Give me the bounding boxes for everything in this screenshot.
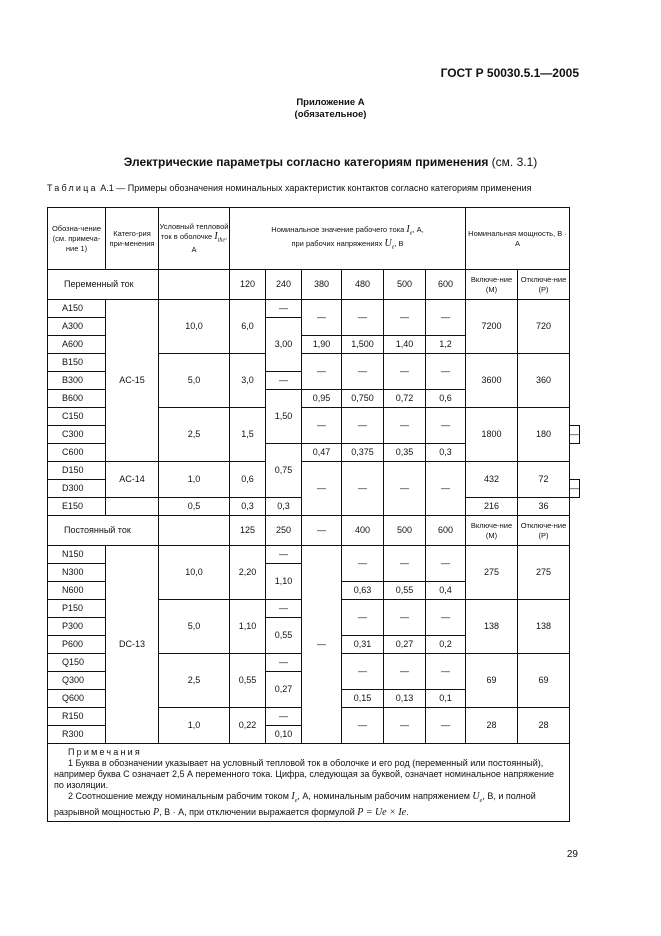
rated-current-symbol: I — [406, 224, 410, 235]
thermal-cell: 2,5 — [159, 408, 230, 462]
note-2-text-a: 2 Соотношение между номинальным рабочим током — [68, 791, 289, 801]
current-250-cell: 0,27 — [266, 672, 302, 708]
current-500-cell: — — [384, 408, 426, 444]
current-120-cell: 6,0 — [230, 300, 266, 354]
make-cell: 275 — [466, 546, 518, 600]
current-600-cell: — — [426, 600, 466, 636]
ac-break-header: Отключе-ние (Р) — [518, 270, 570, 300]
current-600-cell: — — [426, 654, 466, 690]
rated-current-label: Номинальное значение рабочего тока — [271, 225, 405, 234]
designation-cell: E150 — [48, 498, 106, 516]
current-480-cell: 0,375 — [342, 444, 384, 462]
current-240-cell: 0,75 — [266, 444, 302, 498]
dc-voltage-600: 600 — [426, 516, 466, 546]
break-cell: 360 — [518, 354, 570, 408]
designation-cell: N300 — [48, 564, 106, 582]
rated-voltage-subscript: e — [391, 244, 395, 250]
thermal-cell: 10,0 — [159, 546, 230, 600]
current-250-cell: — — [266, 654, 302, 672]
empty-cell — [159, 270, 230, 300]
current-600-cell: 0,6 — [426, 390, 466, 408]
rated-current-unit: , А, — [412, 225, 424, 234]
designation-cell: P300 — [48, 618, 106, 636]
current-480-cell: 0,750 — [342, 390, 384, 408]
current-240-cell: — — [570, 480, 580, 498]
current-500-cell: — — [384, 546, 426, 582]
current-250-cell: 1,10 — [266, 564, 302, 600]
designation-cell: Q150 — [48, 654, 106, 672]
designation-cell: B300 — [48, 372, 106, 390]
current-480-cell: 1,500 — [342, 336, 384, 354]
current-240-cell: 3,00 — [266, 318, 302, 372]
designation-cell: D150 — [48, 462, 106, 480]
current-250-cell: — — [266, 708, 302, 726]
empty-cell — [159, 516, 230, 546]
current-380-cell: — — [302, 462, 342, 516]
dc-label: Постоянный ток — [48, 516, 159, 546]
designation-cell: Q600 — [48, 690, 106, 708]
current-480-cell: — — [342, 408, 384, 444]
note-2-text-d: , В · А, при отключении выражается формулой — [159, 806, 355, 817]
ratings-table — [47, 207, 580, 822]
current-600-cell: 0,2 — [426, 636, 466, 654]
current-500-cell: — — [384, 300, 426, 336]
note-2 — [54, 791, 563, 818]
current-240-cell: 1,50 — [266, 390, 302, 444]
current-250-cell: — — [266, 546, 302, 564]
section-title — [0, 155, 661, 169]
current-380-cell: — — [302, 354, 342, 390]
document-id: ГОСТ Р 50030.5.1—2005 — [440, 66, 579, 80]
thermal-cell: 1,0 — [159, 462, 230, 498]
current-500-cell: — — [384, 354, 426, 390]
current-600-cell: — — [426, 354, 466, 390]
current-600-cell: — — [426, 546, 466, 582]
break-cell: 28 — [518, 708, 570, 744]
break-cell: 36 — [518, 498, 570, 516]
current-380-cell: — — [302, 546, 342, 744]
current-500-cell: — — [384, 654, 426, 690]
designation-cell: A300 — [48, 318, 106, 336]
table-caption-label: Таблица — [47, 183, 98, 193]
designation-cell: D300 — [48, 480, 106, 498]
current-380-cell: 0,47 — [302, 444, 342, 462]
break-cell: 720 — [518, 300, 570, 354]
make-cell: 216 — [466, 498, 518, 516]
make-cell: 3600 — [466, 354, 518, 408]
current-120-cell: 3,0 — [230, 354, 266, 408]
ac-voltage-120: 120 — [230, 270, 266, 300]
designation-cell: C600 — [48, 444, 106, 462]
rated-voltage-label: при рабочих напряжениях — [291, 238, 383, 248]
ac-voltage-380: 380 — [302, 270, 342, 300]
break-cell: 138 — [518, 600, 570, 654]
category-cell: AC-15 — [106, 300, 159, 462]
notes-row — [48, 744, 580, 822]
designation-cell: P150 — [48, 600, 106, 618]
thermal-symbol: I — [214, 230, 218, 242]
ac-voltage-500: 500 — [384, 270, 426, 300]
current-400-cell: — — [342, 600, 384, 636]
current-500-cell: — — [384, 708, 426, 744]
thermal-cell: 1,0 — [159, 708, 230, 744]
ac-label: Переменный ток — [48, 270, 159, 300]
current-400-cell: — — [342, 654, 384, 690]
rated-voltage-symbol: U — [384, 237, 392, 249]
designation-cell: A600 — [48, 336, 106, 354]
thermal-cell: 5,0 — [159, 600, 230, 654]
designation-cell: Q300 — [48, 672, 106, 690]
current-500-cell: 0,13 — [384, 690, 426, 708]
current-125-cell: 1,10 — [230, 600, 266, 654]
current-240-cell: — — [266, 300, 302, 318]
current-380-cell: — — [302, 300, 342, 336]
ac-subheader-row — [48, 270, 580, 300]
current-500-cell: 0,55 — [384, 582, 426, 600]
current-600-cell: — — [426, 300, 466, 336]
current-125-cell: 0,55 — [230, 654, 266, 708]
make-cell: 432 — [466, 462, 518, 498]
designation-cell: R150 — [48, 708, 106, 726]
note-2-ie: I — [291, 791, 295, 802]
dc-break-header: Отключе-ние (Р) — [518, 516, 570, 546]
section-title-text: Электрические параметры согласно категориям применения — [123, 155, 489, 169]
note-2-ie-sub: e — [294, 797, 298, 804]
current-480-cell: — — [342, 462, 384, 516]
ac-voltage-240: 240 — [266, 270, 302, 300]
note-2-formula: P = Ue × Ie — [357, 806, 407, 818]
break-cell: 180 — [518, 408, 570, 462]
current-250-cell: — — [266, 600, 302, 618]
category-cell: DC-13 — [106, 546, 159, 744]
dc-subheader-row — [48, 516, 580, 546]
table-caption-text: А.1 — Примеры обозначения номинальных характеристик контактов согласно категориям применения — [100, 183, 532, 193]
col-header-thermal-current — [159, 208, 230, 270]
note-1: 1 Буква в обозначении указывает на условный тепловой ток в оболочке и его род (переменный или постоянный), например буква С означает 2,5 А переменного тока. Цифра, следующая за буквой, означает номинальное напряжение по изоляции. — [54, 758, 555, 790]
designation-cell: B600 — [48, 390, 106, 408]
current-120-cell: 1,5 — [230, 408, 266, 462]
ac-make-header: Включе-ние (М) — [466, 270, 518, 300]
current-500-cell: 0,72 — [384, 390, 426, 408]
break-cell: 72 — [518, 462, 570, 498]
break-cell: 69 — [518, 654, 570, 708]
make-cell: 1800 — [466, 408, 518, 462]
thermal-cell: 0,5 — [159, 498, 230, 516]
notes-heading: Примечания — [68, 747, 142, 757]
make-cell: 138 — [466, 600, 518, 654]
page-number: 29 — [566, 849, 578, 860]
current-125-cell: 0,22 — [230, 708, 266, 744]
note-2-end: . — [406, 806, 409, 817]
dc-voltage-400: 400 — [342, 516, 384, 546]
designation-cell: C300 — [48, 426, 106, 444]
current-400-cell: — — [342, 546, 384, 582]
designation-cell: B150 — [48, 354, 106, 372]
current-240-cell: — — [570, 426, 580, 444]
current-380-cell: — — [302, 408, 342, 444]
current-500-cell: 0,27 — [384, 636, 426, 654]
thermal-cell: 5,0 — [159, 354, 230, 408]
make-cell: 28 — [466, 708, 518, 744]
current-240-cell: — — [266, 372, 302, 390]
notes-cell — [48, 744, 570, 822]
current-600-cell: — — [426, 708, 466, 744]
current-600-cell: 1,2 — [426, 336, 466, 354]
empty-cell — [106, 498, 159, 516]
current-400-cell: 0,15 — [342, 690, 384, 708]
category-cell: AC-14 — [106, 462, 159, 498]
current-480-cell: — — [342, 354, 384, 390]
note-2-ue-sub: e — [479, 797, 483, 804]
dc-voltage-250: 250 — [266, 516, 302, 546]
current-240-cell: 0,3 — [266, 498, 302, 516]
dc-voltage-125: 125 — [230, 516, 266, 546]
section-title-ref: (см. 3.1) — [491, 155, 538, 169]
thermal-cell: 10,0 — [159, 300, 230, 354]
table-row — [48, 462, 580, 480]
designation-cell: N600 — [48, 582, 106, 600]
current-400-cell: 0,31 — [342, 636, 384, 654]
appendix-subtitle: (обязательное) — [294, 109, 367, 120]
designation-cell: P600 — [48, 636, 106, 654]
table-caption — [47, 183, 587, 194]
thermal-subscript: the — [217, 237, 226, 244]
designation-cell: C150 — [48, 408, 106, 426]
current-400-cell: — — [342, 708, 384, 744]
note-2-text-b: , А, номинальным рабочим напряжением — [297, 791, 470, 801]
current-380-cell: 1,90 — [302, 336, 342, 354]
current-380-cell: 0,95 — [302, 390, 342, 408]
thermal-unit: , А — [191, 231, 228, 255]
table-header-row — [48, 208, 580, 270]
dc-voltage-500: 500 — [384, 516, 426, 546]
current-125-cell: 2,20 — [230, 546, 266, 600]
current-600-cell: — — [426, 462, 466, 516]
thermal-label: Условный тепловой ток в оболочке — [159, 221, 229, 241]
current-500-cell: 0,35 — [384, 444, 426, 462]
current-500-cell: — — [384, 600, 426, 636]
designation-cell: R300 — [48, 726, 106, 744]
rated-current-subscript: e — [409, 230, 413, 237]
designation-cell: A150 — [48, 300, 106, 318]
ac-voltage-480: 480 — [342, 270, 384, 300]
designation-cell: N150 — [48, 546, 106, 564]
note-2-p: P — [152, 806, 160, 818]
appendix-title: Приложение А — [296, 97, 365, 108]
current-480-cell: — — [342, 300, 384, 336]
table-row — [48, 546, 580, 564]
col-header-designation: Обозна-чение (см. примеча-ние 1) — [48, 208, 106, 270]
current-120-cell: 0,3 — [230, 498, 266, 516]
current-250-cell: 0,10 — [266, 726, 302, 744]
dc-voltage-380: — — [302, 516, 342, 546]
current-600-cell: 0,4 — [426, 582, 466, 600]
col-header-power: Номинальная мощность, В · А — [466, 208, 570, 270]
break-cell: 275 — [518, 546, 570, 600]
current-500-cell: — — [384, 462, 426, 516]
col-header-category: Катего-рия при-менения — [106, 208, 159, 270]
current-600-cell: — — [426, 408, 466, 444]
dc-make-header: Включе-ние (М) — [466, 516, 518, 546]
rated-voltage-unit: , В — [394, 238, 404, 248]
make-cell: 69 — [466, 654, 518, 708]
col-header-rated-current — [230, 208, 466, 270]
ac-voltage-600: 600 — [426, 270, 466, 300]
make-cell: 7200 — [466, 300, 518, 354]
current-600-cell: 0,3 — [426, 444, 466, 462]
appendix-heading — [0, 97, 661, 121]
thermal-cell: 2,5 — [159, 654, 230, 708]
current-600-cell: 0,1 — [426, 690, 466, 708]
current-250-cell: 0,55 — [266, 618, 302, 654]
current-120-cell: 0,6 — [230, 462, 266, 498]
current-500-cell: 1,40 — [384, 336, 426, 354]
note-2-ue: U — [472, 791, 480, 802]
current-400-cell: 0,63 — [342, 582, 384, 600]
note-2-text-c: , В, и полной разрывной мощностью — [54, 791, 536, 817]
table-row — [48, 300, 580, 318]
